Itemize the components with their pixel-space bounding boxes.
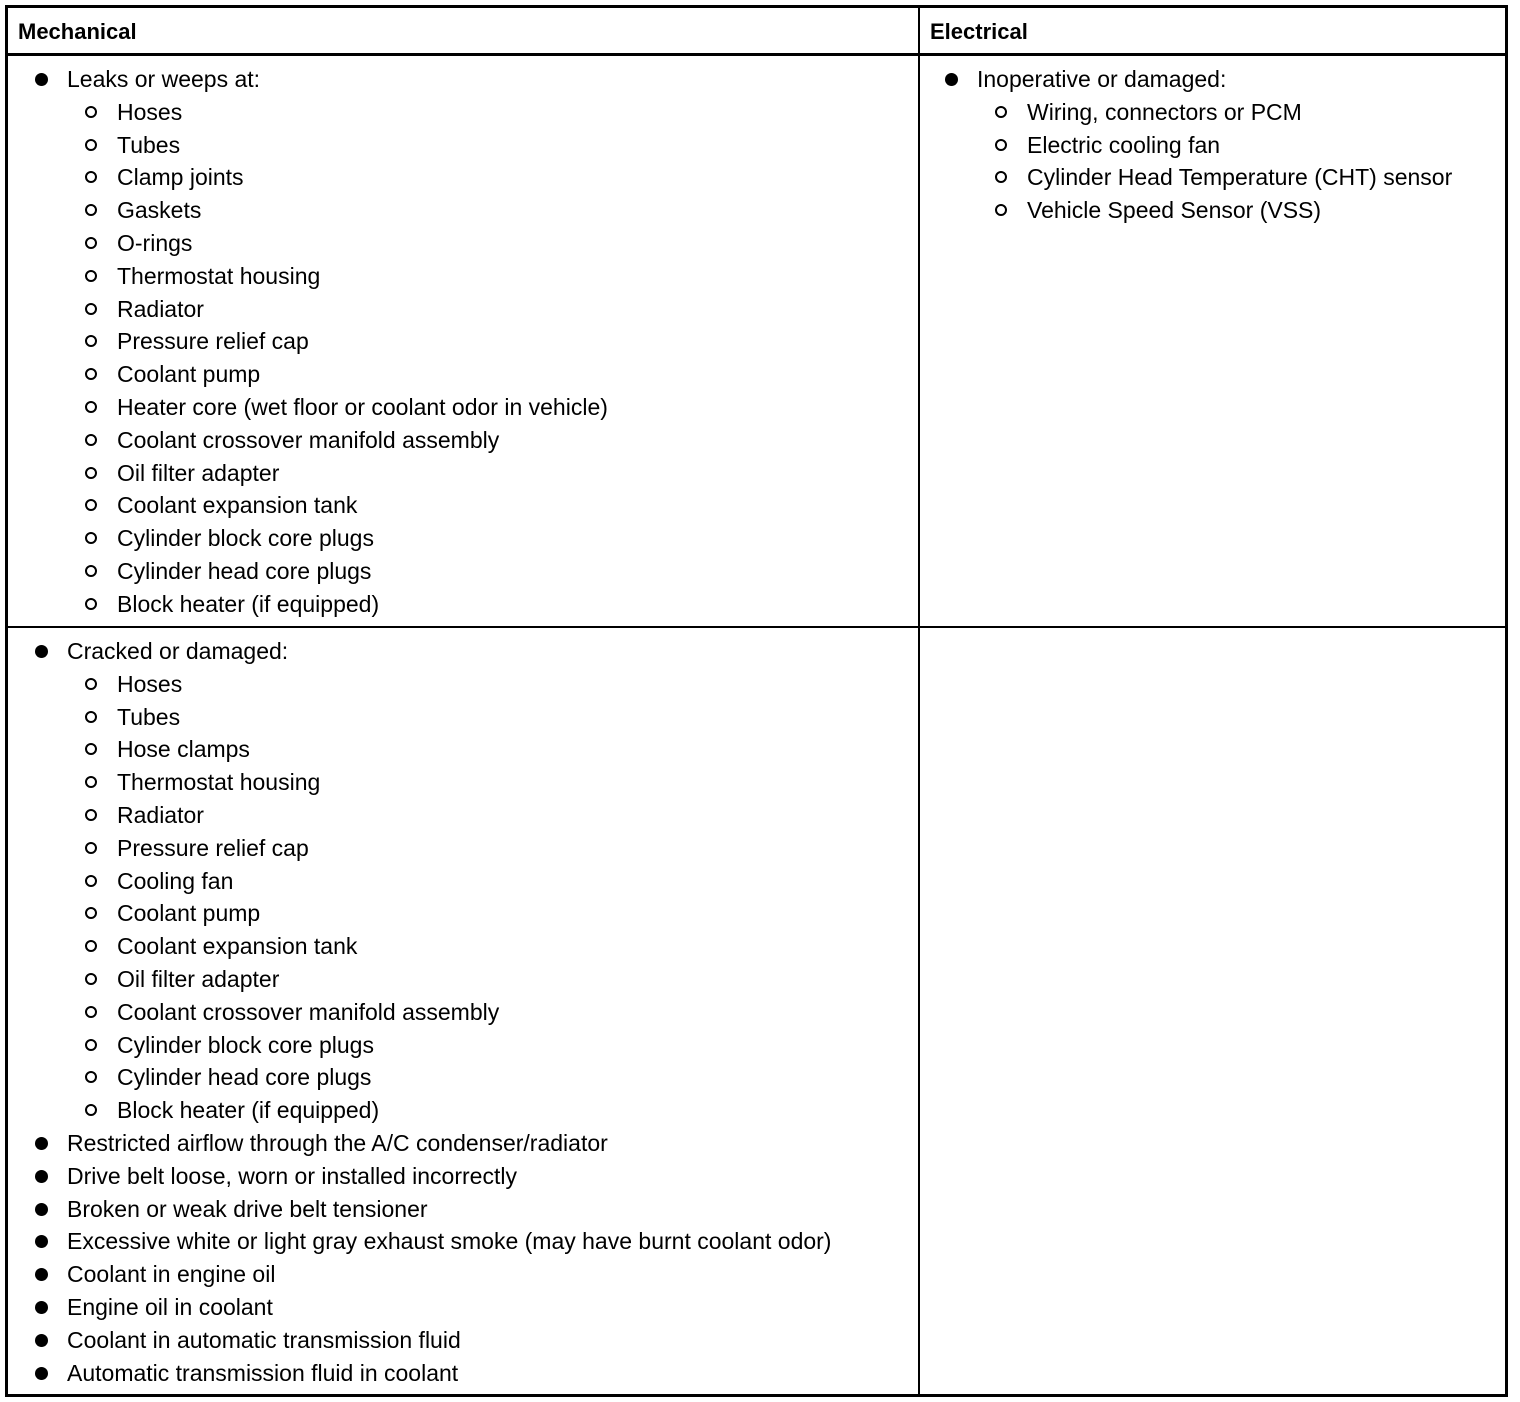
sub-bullet-item: Radiator [8, 293, 918, 326]
sub-bullet-item: Cylinder head core plugs [8, 1061, 918, 1094]
bullet-item: Automatic transmission fluid in coolant [8, 1357, 918, 1390]
sub-bullet-item: Thermostat housing [8, 260, 918, 293]
bullet-item: Engine oil in coolant [8, 1291, 918, 1324]
sub-bullet-item: Tubes [8, 701, 918, 734]
sub-bullet-item: Wiring, connectors or PCM [918, 96, 1505, 129]
sub-bullet-item: Heater core (wet floor or coolant odor in vehicle) [8, 391, 918, 424]
bullet-item: Excessive white or light gray exhaust smoke (may have burnt coolant odor) [8, 1225, 918, 1258]
sub-bullet-item: Thermostat housing [8, 766, 918, 799]
symptom-table [5, 5, 1508, 1397]
sub-bullet-item: Coolant expansion tank [8, 489, 918, 522]
sub-bullet-item: Radiator [8, 799, 918, 832]
sub-bullet-item: Pressure relief cap [8, 325, 918, 358]
electrical-list-row-1 [918, 63, 1505, 227]
sub-bullet-item: Hoses [8, 668, 918, 701]
sub-bullet-item: O-rings [8, 227, 918, 260]
sub-bullet-item: Oil filter adapter [8, 457, 918, 490]
row-rule [8, 626, 1505, 628]
bullet-item: Cracked or damaged: [8, 635, 918, 668]
sub-bullet-item: Coolant pump [8, 897, 918, 930]
sub-bullet-item: Coolant crossover manifold assembly [8, 424, 918, 457]
sub-bullet-item: Vehicle Speed Sensor (VSS) [918, 194, 1505, 227]
sub-bullet-item: Gaskets [8, 194, 918, 227]
sub-bullet-item: Cylinder head core plugs [8, 555, 918, 588]
header-mechanical: Mechanical [18, 19, 137, 44]
sub-bullet-item: Cylinder block core plugs [8, 522, 918, 555]
bullet-item: Inoperative or damaged: [918, 63, 1505, 96]
bullet-item: Leaks or weeps at: [8, 63, 918, 96]
sub-bullet-item: Cylinder block core plugs [8, 1029, 918, 1062]
sub-bullet-item: Cooling fan [8, 865, 918, 898]
bullet-item: Coolant in engine oil [8, 1258, 918, 1291]
sub-bullet-item: Hose clamps [8, 733, 918, 766]
bullet-item: Broken or weak drive belt tensioner [8, 1193, 918, 1226]
sub-bullet-item: Tubes [8, 129, 918, 162]
mechanical-list-row-1 [8, 63, 918, 621]
sub-bullet-item: Block heater (if equipped) [8, 1094, 918, 1127]
header-electrical: Electrical [930, 19, 1028, 44]
sub-bullet-item: Coolant crossover manifold assembly [8, 996, 918, 1029]
bullet-item: Restricted airflow through the A/C condenser/radiator [8, 1127, 918, 1160]
mechanical-list-row-2 [8, 635, 918, 1389]
sub-bullet-item: Clamp joints [8, 161, 918, 194]
sub-bullet-item: Coolant expansion tank [8, 930, 918, 963]
sub-bullet-item: Oil filter adapter [8, 963, 918, 996]
sub-bullet-item: Block heater (if equipped) [8, 588, 918, 621]
sub-bullet-item: Hoses [8, 96, 918, 129]
sub-bullet-item: Pressure relief cap [8, 832, 918, 865]
sub-bullet-item: Electric cooling fan [918, 129, 1505, 162]
bullet-item: Drive belt loose, worn or installed incorrectly [8, 1160, 918, 1193]
sub-bullet-item: Coolant pump [8, 358, 918, 391]
bullet-item: Coolant in automatic transmission fluid [8, 1324, 918, 1357]
sub-bullet-item: Cylinder Head Temperature (CHT) sensor [918, 161, 1505, 194]
